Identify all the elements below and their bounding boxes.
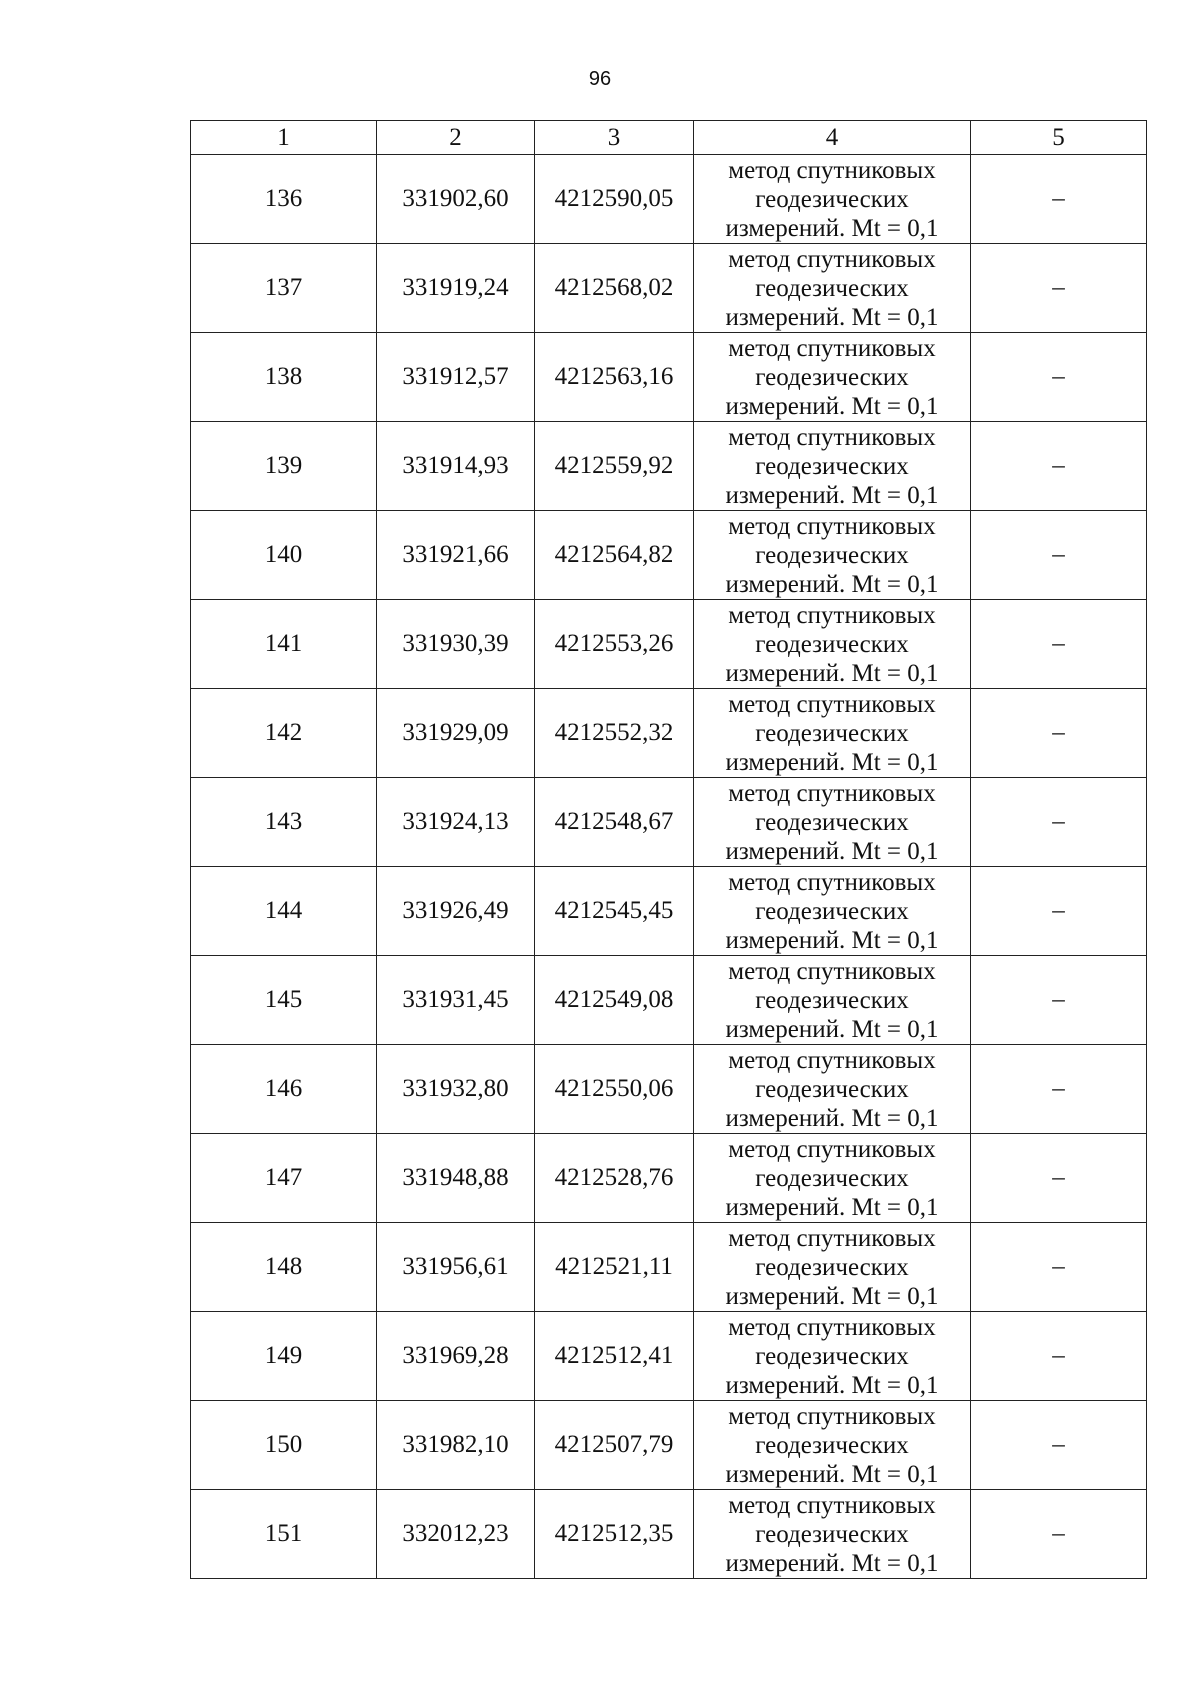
coordinate-y: 4212550,06 <box>535 1045 694 1134</box>
column-header-3: 3 <box>535 121 694 155</box>
method-line: измерений. Mt = 0,1 <box>725 1282 939 1310</box>
coordinate-x: 331982,10 <box>377 1401 535 1490</box>
point-number: 149 <box>191 1312 377 1401</box>
method-line: метод спутниковых <box>728 512 936 540</box>
note-cell: – <box>971 867 1147 956</box>
coordinate-y: 4212545,45 <box>535 867 694 956</box>
method-line: измерений. Mt = 0,1 <box>725 214 939 242</box>
table-row <box>191 333 1147 422</box>
coordinate-x: 331921,66 <box>377 511 535 600</box>
column-header-5: 5 <box>971 121 1147 155</box>
point-number: 147 <box>191 1134 377 1223</box>
point-number: 137 <box>191 244 377 333</box>
method-line: метод спутниковых <box>728 1046 936 1074</box>
method-line: геодезических <box>755 630 909 658</box>
table-row <box>191 244 1147 333</box>
method-line: геодезических <box>755 1520 909 1548</box>
coordinate-x: 331929,09 <box>377 689 535 778</box>
point-number: 148 <box>191 1223 377 1312</box>
table-row <box>191 867 1147 956</box>
method-line: измерений. Mt = 0,1 <box>725 1371 939 1399</box>
method-description <box>694 333 971 422</box>
note-cell: – <box>971 155 1147 244</box>
table-row <box>191 689 1147 778</box>
coordinate-x: 331948,88 <box>377 1134 535 1223</box>
point-number: 139 <box>191 422 377 511</box>
coordinate-x: 331931,45 <box>377 956 535 1045</box>
coordinate-x: 331956,61 <box>377 1223 535 1312</box>
method-line: метод спутниковых <box>728 1135 936 1163</box>
method-line: геодезических <box>755 1431 909 1459</box>
method-description <box>694 1401 971 1490</box>
coordinate-y: 4212549,08 <box>535 956 694 1045</box>
method-description <box>694 600 971 689</box>
table-row <box>191 1312 1147 1401</box>
method-line: метод спутниковых <box>728 1313 936 1341</box>
method-line: метод спутниковых <box>728 868 936 896</box>
method-line: измерений. Mt = 0,1 <box>725 1193 939 1221</box>
table-row <box>191 1401 1147 1490</box>
method-line: метод спутниковых <box>728 1402 936 1430</box>
method-line: геодезических <box>755 1342 909 1370</box>
table-row <box>191 1134 1147 1223</box>
method-line: геодезических <box>755 1253 909 1281</box>
table-row <box>191 1490 1147 1579</box>
note-cell: – <box>971 956 1147 1045</box>
method-line: метод спутниковых <box>728 779 936 807</box>
method-line: метод спутниковых <box>728 423 936 451</box>
method-description <box>694 1223 971 1312</box>
method-description <box>694 1312 971 1401</box>
method-line: геодезических <box>755 719 909 747</box>
method-description <box>694 867 971 956</box>
page-number: 96 <box>588 68 612 90</box>
method-line: геодезических <box>755 1075 909 1103</box>
coordinate-y: 4212548,67 <box>535 778 694 867</box>
method-description <box>694 155 971 244</box>
note-cell: – <box>971 1223 1147 1312</box>
coordinate-x: 331930,39 <box>377 600 535 689</box>
method-line: метод спутниковых <box>728 601 936 629</box>
point-number: 141 <box>191 600 377 689</box>
note-cell: – <box>971 689 1147 778</box>
coordinate-y: 4212563,16 <box>535 333 694 422</box>
method-description <box>694 1134 971 1223</box>
table-row <box>191 956 1147 1045</box>
table-row <box>191 778 1147 867</box>
column-header-1: 1 <box>191 121 377 155</box>
point-number: 144 <box>191 867 377 956</box>
method-line: метод спутниковых <box>728 1491 936 1519</box>
table-row <box>191 1045 1147 1134</box>
method-line: метод спутниковых <box>728 690 936 718</box>
coordinate-x: 331919,24 <box>377 244 535 333</box>
method-line: геодезических <box>755 808 909 836</box>
method-description <box>694 1490 971 1579</box>
coordinate-x: 332012,23 <box>377 1490 535 1579</box>
table-row <box>191 511 1147 600</box>
coordinate-y: 4212512,41 <box>535 1312 694 1401</box>
method-line: геодезических <box>755 897 909 925</box>
point-number: 143 <box>191 778 377 867</box>
point-number: 140 <box>191 511 377 600</box>
point-number: 145 <box>191 956 377 1045</box>
method-description <box>694 1045 971 1134</box>
method-line: измерений. Mt = 0,1 <box>725 303 939 331</box>
table-body <box>191 155 1147 1579</box>
coordinate-x: 331932,80 <box>377 1045 535 1134</box>
method-line: измерений. Mt = 0,1 <box>725 1104 939 1132</box>
point-number: 136 <box>191 155 377 244</box>
method-line: измерений. Mt = 0,1 <box>725 659 939 687</box>
table-row <box>191 422 1147 511</box>
method-description <box>694 689 971 778</box>
coordinate-x: 331902,60 <box>377 155 535 244</box>
coordinate-y: 4212559,92 <box>535 422 694 511</box>
coordinate-y: 4212507,79 <box>535 1401 694 1490</box>
method-line: измерений. Mt = 0,1 <box>725 748 939 776</box>
method-description <box>694 422 971 511</box>
note-cell: – <box>971 1134 1147 1223</box>
point-number: 146 <box>191 1045 377 1134</box>
point-number: 142 <box>191 689 377 778</box>
method-line: метод спутниковых <box>728 957 936 985</box>
method-line: измерений. Mt = 0,1 <box>725 837 939 865</box>
method-line: геодезических <box>755 274 909 302</box>
coordinate-x: 331926,49 <box>377 867 535 956</box>
note-cell: – <box>971 1312 1147 1401</box>
method-line: геодезических <box>755 452 909 480</box>
table-row <box>191 1223 1147 1312</box>
method-line: измерений. Mt = 0,1 <box>725 1549 939 1577</box>
method-line: измерений. Mt = 0,1 <box>725 570 939 598</box>
method-line: геодезических <box>755 541 909 569</box>
method-description <box>694 511 971 600</box>
coordinate-x: 331924,13 <box>377 778 535 867</box>
method-line: метод спутниковых <box>728 245 936 273</box>
coordinate-x: 331969,28 <box>377 1312 535 1401</box>
coordinates-table <box>190 120 1147 1579</box>
method-description <box>694 244 971 333</box>
method-line: измерений. Mt = 0,1 <box>725 392 939 420</box>
coordinate-x: 331912,57 <box>377 333 535 422</box>
note-cell: – <box>971 1490 1147 1579</box>
method-line: измерений. Mt = 0,1 <box>725 1460 939 1488</box>
table-header-row <box>191 121 1147 155</box>
method-description <box>694 956 971 1045</box>
method-line: геодезических <box>755 363 909 391</box>
coordinate-x: 331914,93 <box>377 422 535 511</box>
coordinate-y: 4212521,11 <box>535 1223 694 1312</box>
point-number: 151 <box>191 1490 377 1579</box>
coordinate-y: 4212512,35 <box>535 1490 694 1579</box>
table-row <box>191 155 1147 244</box>
method-line: метод спутниковых <box>728 1224 936 1252</box>
coordinate-y: 4212568,02 <box>535 244 694 333</box>
point-number: 138 <box>191 333 377 422</box>
coordinate-y: 4212564,82 <box>535 511 694 600</box>
point-number: 150 <box>191 1401 377 1490</box>
note-cell: – <box>971 333 1147 422</box>
note-cell: – <box>971 1401 1147 1490</box>
method-line: метод спутниковых <box>728 334 936 362</box>
method-line: геодезических <box>755 185 909 213</box>
note-cell: – <box>971 600 1147 689</box>
column-header-4: 4 <box>694 121 971 155</box>
note-cell: – <box>971 422 1147 511</box>
note-cell: – <box>971 778 1147 867</box>
note-cell: – <box>971 511 1147 600</box>
note-cell: – <box>971 244 1147 333</box>
method-line: измерений. Mt = 0,1 <box>725 926 939 954</box>
method-line: измерений. Mt = 0,1 <box>725 481 939 509</box>
note-cell: – <box>971 1045 1147 1134</box>
coordinate-y: 4212528,76 <box>535 1134 694 1223</box>
method-description <box>694 778 971 867</box>
method-line: измерений. Mt = 0,1 <box>725 1015 939 1043</box>
method-line: метод спутниковых <box>728 156 936 184</box>
column-header-2: 2 <box>377 121 535 155</box>
coordinate-y: 4212590,05 <box>535 155 694 244</box>
method-line: геодезических <box>755 986 909 1014</box>
table-row <box>191 600 1147 689</box>
coordinate-y: 4212552,32 <box>535 689 694 778</box>
coordinate-y: 4212553,26 <box>535 600 694 689</box>
method-line: геодезических <box>755 1164 909 1192</box>
